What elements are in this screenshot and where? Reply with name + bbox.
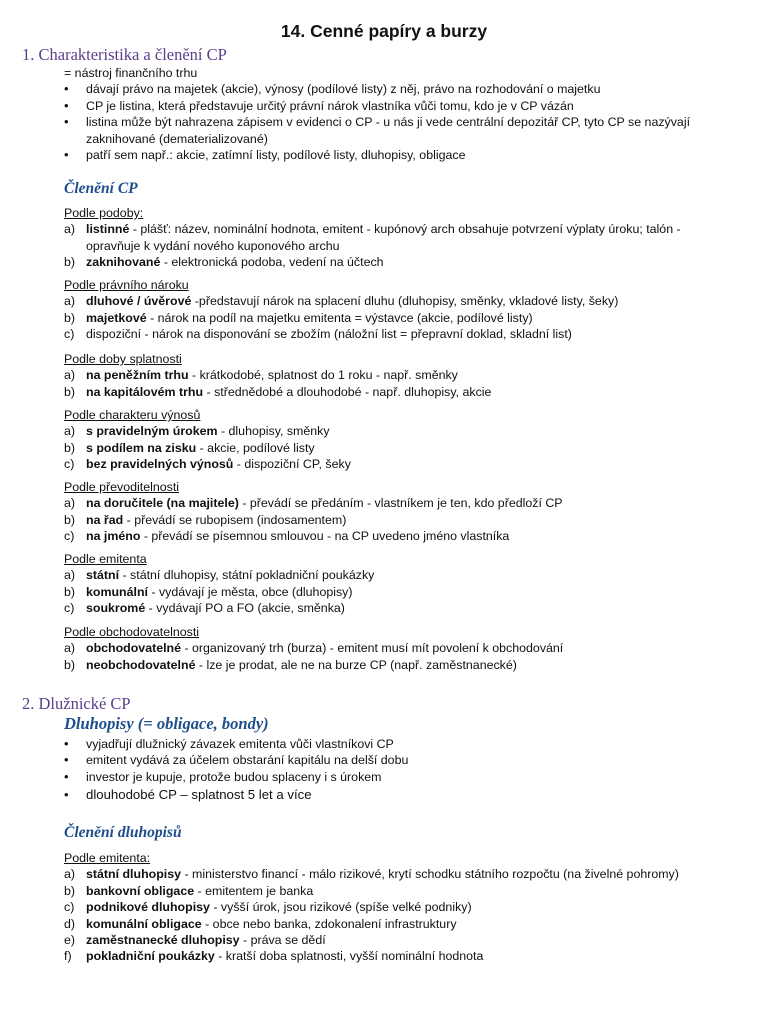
item-text: - ministerstvo financí - málo rizikové, krytí schodku státního rozpočtu (na živelné pohromy): [181, 867, 679, 882]
item-term: státní dluhopisy: [86, 867, 181, 882]
item-marker: d): [64, 916, 76, 931]
item-term: zaknihované: [86, 255, 161, 270]
list-item: [64, 456, 754, 472]
list-item: [64, 384, 754, 400]
bullet-item: • CP je listina, která představuje určitý právní nárok vlastníka vůči tomu, kdo je v CP vázán: [64, 98, 744, 114]
item-text: - krátkodobé, splatnost do 1 roku - např. směnky: [188, 368, 458, 383]
item-text: - převádí se písemnou smlouvou - na CP uvedeno jméno vlastníka: [140, 529, 510, 544]
item-term: na kapitálovém trhu: [86, 384, 204, 399]
item-marker: b): [64, 883, 76, 898]
item-marker: c): [64, 327, 75, 342]
item-term: majetkové: [86, 310, 147, 325]
list-item: [64, 367, 754, 383]
list-item: [64, 640, 754, 656]
item-marker: b): [64, 384, 76, 399]
bullet-item: • dlouhodobé CP – splatnost 5 let a více: [64, 787, 744, 803]
item-text: - lze je prodat, ale ne na burze CP (např. zaměstnanecké): [195, 657, 517, 672]
list-item: [64, 512, 754, 528]
item-text: - vydávají PO a FO (akcie, směnka): [145, 601, 345, 616]
section-1-intro-list: [64, 65, 744, 163]
item-text: -představují nárok na splacení dluhu (dluhopisy, směnky, vkladové listy, šeky): [191, 294, 619, 309]
group-label: Podle doby splatnosti: [64, 352, 182, 366]
item-term: listinné: [86, 222, 130, 237]
item-term: na doručitele (na majitele): [86, 496, 239, 511]
item-text: - dispoziční CP, šeky: [233, 457, 351, 472]
bullet-item: • listina může být nahrazena zápisem v evidenci o CP - u nás ji vede centrální depozitář CP, tyto CP se nazývají zaknihované (dematerializované): [64, 114, 724, 147]
subsection-heading-cleneni: Členění CP: [64, 180, 138, 197]
item-marker: a): [64, 222, 76, 237]
item-term: podnikové dluhopisy: [86, 900, 210, 915]
item-marker: c): [64, 457, 75, 472]
item-term: zaměstnanecké dluhopisy: [86, 933, 240, 948]
group-label: Podle podoby:: [64, 206, 144, 220]
list-item: [64, 948, 754, 964]
bullet-item: • investor je kupuje, protože budou splaceny i s úrokem: [64, 769, 744, 785]
list-item: [64, 440, 754, 456]
item-marker: b): [64, 584, 76, 599]
item-text: - elektronická podoba, vedení na účtech: [160, 255, 384, 270]
item-marker: a): [64, 568, 76, 583]
item-marker: b): [64, 657, 76, 672]
classification-group: [64, 407, 754, 473]
item-text: - převádí se předáním - vlastníkem je ten, kdo předloží CP: [238, 496, 563, 511]
list-item: [64, 657, 754, 673]
subsection-heading-cleneni-dluhopisu: Členění dluhopisů: [64, 824, 182, 841]
list-item: [64, 883, 754, 899]
list-item: [64, 584, 754, 600]
intro-text: = nástroj finančního trhu: [64, 66, 198, 80]
item-term: na jméno: [86, 529, 141, 544]
bullet-item: • dávají právo na majetek (akcie), výnosy (podílové listy) z něj, právo na rozhodování o majetku: [64, 81, 744, 97]
list-item: [64, 932, 754, 948]
item-text: - převádí se rubopisem (indosamentem): [123, 512, 347, 527]
classification-group: [64, 850, 754, 965]
section-heading-1: 1. Charakteristika a členění CP: [22, 45, 227, 64]
item-text: - dluhopisy, směnky: [217, 424, 330, 439]
classification-group: [64, 205, 754, 271]
list-item: [64, 899, 754, 915]
group-label: Podle charakteru výnosů: [64, 408, 201, 422]
item-marker: a): [64, 867, 76, 882]
item-term: komunální: [86, 584, 148, 599]
item-marker: a): [64, 424, 76, 439]
item-term: státní: [86, 568, 120, 583]
list-item: [64, 254, 754, 270]
list-item: [64, 600, 754, 616]
item-term: pokladniční poukázky: [86, 949, 215, 964]
classification-group: [64, 479, 754, 545]
item-text: - vydávají je města, obce (dluhopisy): [147, 584, 353, 599]
item-term: na peněžním trhu: [86, 368, 189, 383]
item-marker: e): [64, 933, 76, 948]
item-term: soukromé: [86, 601, 146, 616]
item-text: - akcie, podílové listy: [196, 440, 315, 455]
list-item: [64, 916, 754, 932]
item-marker: a): [64, 294, 76, 309]
item-term: obchodovatelné: [86, 641, 182, 656]
section-heading-2: 2. Dlužnické CP: [22, 694, 131, 713]
item-term: bez pravidelných výnosů: [86, 457, 234, 472]
item-term: s pravidelným úrokem: [86, 424, 218, 439]
item-text: dispoziční - nárok na disponování se zbožím (náložní list = přepravní doklad, skladní list): [86, 327, 572, 342]
item-text: - emitentem je banka: [194, 883, 314, 898]
item-text: - střednědobé a dlouhodobé - např. dluhopisy, akcie: [203, 384, 492, 399]
classification-group: [64, 277, 754, 343]
item-text: - organizovaný trh (burza) - emitent musí mít povolení k obchodování: [181, 641, 564, 656]
bullet-item: • vyjadřují dlužnický závazek emitenta vůči vlastníkovi CP: [64, 736, 744, 752]
classification-group: [64, 351, 754, 400]
item-marker: b): [64, 440, 76, 455]
list-item: [64, 528, 754, 544]
list-item: [64, 423, 754, 439]
list-item: [64, 495, 754, 511]
item-marker: a): [64, 368, 76, 383]
classification-group: [64, 551, 754, 617]
list-item: [64, 866, 754, 882]
list-item: [64, 326, 754, 342]
item-marker: c): [64, 601, 75, 616]
list-item: [64, 310, 754, 326]
item-text: - práva se dědí: [239, 933, 326, 948]
item-marker: b): [64, 255, 76, 270]
bullet-item: • patří sem např.: akcie, zatímní listy, podílové listy, dluhopisy, obligace: [64, 147, 744, 163]
section-2-bullet-list: [64, 736, 744, 804]
item-term: na řad: [86, 512, 124, 527]
list-item: [64, 221, 724, 254]
group-label: Podle obchodovatelnosti: [64, 625, 200, 639]
group-label: Podle emitenta: [64, 552, 147, 566]
item-term: bankovní obligace: [86, 883, 195, 898]
list-item: [64, 293, 754, 309]
item-marker: b): [64, 512, 76, 527]
item-text: - plášť: název, nominální hodnota, emitent - kupónový arch obsahuje potvrzení výplaty úroku; talón - opravňuje k vydání nového kuponového archu: [86, 222, 681, 253]
bullet-item: • emitent vydává za účelem obstarání kapitálu na delší dobu: [64, 752, 744, 768]
item-marker: b): [64, 310, 76, 325]
item-marker: c): [64, 529, 75, 544]
item-text: - státní dluhopisy, státní pokladniční poukázky: [119, 568, 375, 583]
item-marker: a): [64, 496, 76, 511]
item-text: - nárok na podíl na majetku emitenta = výstavce (akcie, podílové listy): [146, 310, 533, 325]
group-label: Podle emitenta:: [64, 851, 151, 865]
classification-group: [64, 624, 754, 673]
item-text: - vyšší úrok, jsou rizikové (spíše velké podniky): [209, 900, 472, 915]
subsection-heading-dluhopisy: Dluhopisy (= obligace, bondy): [64, 714, 269, 733]
item-term: komunální obligace: [86, 916, 202, 931]
item-marker: a): [64, 641, 76, 656]
item-term: neobchodovatelné: [86, 657, 196, 672]
list-item: [64, 567, 754, 583]
item-text: - obce nebo banka, zdokonalení infrastruktury: [201, 916, 457, 931]
item-text: - kratší doba splatnosti, vyšší nominální hodnota: [214, 949, 484, 964]
item-term: dluhové / úvěrové: [86, 294, 192, 309]
item-marker: f): [64, 949, 72, 964]
item-marker: c): [64, 900, 75, 915]
item-term: s podílem na zisku: [86, 440, 197, 455]
page-title: 14. Cenné papíry a burzy: [280, 21, 488, 41]
group-label: Podle převoditelnosti: [64, 480, 180, 494]
group-label: Podle právního nároku: [64, 278, 189, 292]
